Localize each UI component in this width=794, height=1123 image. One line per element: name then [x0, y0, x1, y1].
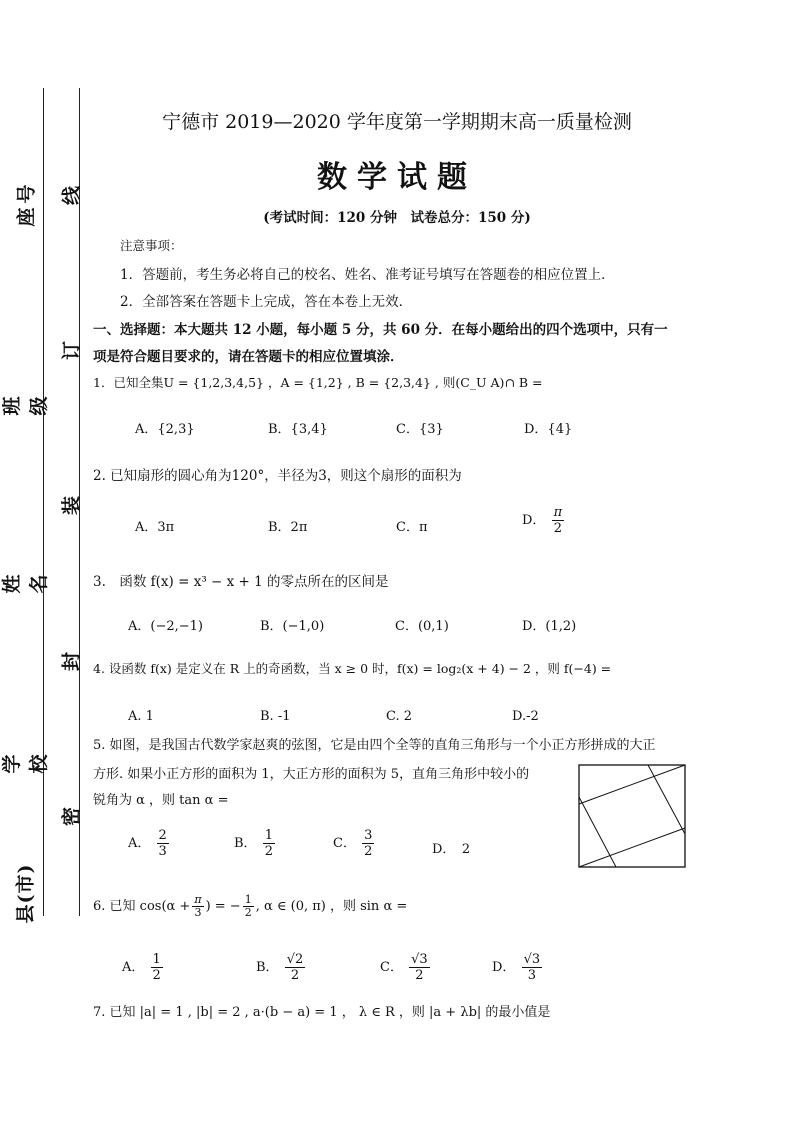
q3-option-a: A．(−2,−1) — [128, 619, 203, 634]
zhao-shuang-chord-diagram — [578, 764, 688, 869]
option-label: B． — [256, 960, 279, 975]
q4-option-a: A. 1 — [128, 709, 154, 724]
fraction-numerator: √3 — [411, 952, 428, 967]
q5-line3: 锐角为 α ，则 tan α = — [93, 793, 229, 808]
q6-stem-post: , α ∈ (0, π) ，则 sin α = — [255, 899, 408, 914]
q5-option-c — [333, 828, 376, 859]
q4-option-c: C. 2 — [386, 709, 413, 724]
fraction-denominator: 2 — [290, 968, 300, 983]
field-name: 姓名 — [1, 560, 50, 594]
field-class: 班级 — [1, 382, 50, 416]
fraction-denominator: 2 — [553, 521, 562, 536]
q5-option-d: D． 2 — [432, 842, 471, 857]
binding-char-mi: 密 — [60, 807, 83, 827]
fraction-numerator: π — [194, 893, 202, 906]
section1-line1: 一、选择题：本大题共 12 小题，每小题 5 分，共 60 分．在每小题给出的四个选项中，只有一 — [93, 322, 668, 338]
notes-title: 注意事项： — [120, 238, 183, 253]
q5-frac-b — [263, 828, 275, 859]
q5-frac-c — [362, 828, 374, 859]
q5-line2: 方形. 如果小正方形的面积为 1，大正方形的面积为 5，直角三角形中较小的 — [93, 767, 530, 782]
q1-option-b: B．{3,4} — [268, 422, 328, 437]
fraction-numerator: 1 — [264, 828, 273, 843]
fraction-denominator: 2 — [415, 968, 424, 983]
fraction-denominator: 2 — [244, 906, 252, 919]
q2-option-d — [522, 505, 566, 536]
note-item-2: 2．全部答案在答题卡上完成，答在本卷上无效． — [120, 294, 413, 310]
q5-frac-a — [157, 828, 169, 859]
q5-option-a — [128, 828, 171, 859]
fraction-denominator: 2 — [264, 844, 273, 859]
q1-option-c: C．{3} — [396, 422, 444, 437]
q2-option-a: A．3π — [135, 520, 175, 535]
option-label: A． — [128, 836, 151, 851]
q6-option-b — [256, 952, 307, 983]
field-school: 学校 — [1, 740, 50, 774]
q6-frac-d — [522, 952, 543, 983]
q2-option-d-fraction — [552, 505, 565, 536]
q3-stem: 3. 函数 f(x) = x³ − x + 1 的零点所在的区间是 — [93, 574, 389, 590]
fraction-numerator: √2 — [286, 952, 304, 967]
option-label: C． — [333, 836, 356, 851]
q2-option-c: C．π — [396, 520, 428, 535]
q6-option-a — [122, 952, 165, 983]
binding-char-zhuang: 装 — [60, 496, 83, 516]
section1-line2: 项是符合题目要求的，请在答题卡的相应位置填涂． — [93, 349, 404, 365]
field-seat-number: 座号 — [15, 180, 38, 227]
option-label: A． — [122, 960, 145, 975]
q4-option-d: D.-2 — [512, 709, 539, 724]
option-label: D． — [492, 960, 516, 975]
q5-option-b — [234, 828, 277, 859]
q4-stem: 4. 设函数 f(x) 是定义在 R 上的奇函数，当 x ≥ 0 时，f(x) = log₂(x + 4) − 2 ，则 f(−4) = — [93, 661, 612, 676]
q6-frac-c — [409, 952, 430, 983]
q3-option-c: C．(0,1) — [395, 619, 449, 634]
q6-frac-a — [151, 952, 163, 983]
q3-option-d: D．(1,2) — [522, 619, 577, 634]
binding-char-ding: 订 — [60, 341, 83, 361]
exam-name: 宁德市 2019—2020 学年度第一学期期末高一质量检测 — [162, 111, 632, 133]
fraction-numerator: 1 — [244, 893, 252, 906]
q2-stem: 2. 已知扇形的圆心角为120°，半径为3，则这个扇形的面积为 — [93, 468, 462, 484]
q1-option-d: D．{4} — [524, 422, 573, 437]
fraction-denominator: 3 — [194, 906, 202, 919]
subject-title: 数学试题 — [317, 160, 477, 195]
option-label: C． — [380, 960, 403, 975]
fraction-numerator: 3 — [364, 828, 373, 843]
q2-option-d-label: D． — [522, 513, 546, 528]
q6-option-c — [380, 952, 432, 983]
q1-stem: 1．已知全集U = {1,2,3,4,5} ，A = {1,2} , B = {2,3,4} , 则(C_U A)∩ B = — [93, 375, 543, 390]
fraction-numerator: 1 — [152, 952, 161, 967]
q6-half — [243, 894, 254, 919]
fraction-denominator: 2 — [364, 844, 373, 859]
q6-stem — [93, 894, 407, 919]
fraction-numerator: 2 — [158, 828, 167, 843]
q6-stem-mid: ) = − — [205, 899, 241, 914]
binding-char-xian: 线 — [60, 186, 83, 206]
fraction-numerator: √3 — [523, 952, 541, 967]
fraction-denominator: 3 — [158, 844, 167, 859]
fraction-denominator: 3 — [527, 968, 536, 983]
time-info: (考试时间：120 分钟 试卷总分：150 分) — [263, 210, 531, 226]
note-item-1: 1．答题前，考生务必将自己的校名、姓名、准考证号填写在答题卷的相应位置上． — [120, 267, 615, 283]
q7-stem: 7. 已知 |a| = 1 , |b| = 2 , a·(b − a) = 1 ， λ ∈ R ，则 |a + λb| 的最小值是 — [93, 1005, 551, 1020]
binding-char-feng: 封 — [60, 652, 83, 672]
q6-stem-pre: 6. 已知 cos(α + — [93, 899, 191, 914]
field-county: 县(市) — [14, 863, 37, 924]
q5-line1: 5. 如图，是我国古代数学家赵爽的弦图，它是由四个全等的直角三角形与一个小正方形拼成的大正 — [93, 738, 656, 753]
fraction-numerator: π — [553, 505, 563, 520]
fraction-denominator: 2 — [152, 968, 161, 983]
q4-option-b: B. -1 — [260, 709, 291, 724]
option-label: B． — [234, 836, 257, 851]
q6-pi-third — [192, 894, 203, 919]
q6-frac-b — [285, 952, 306, 983]
q3-option-b: B．(−1,0) — [260, 619, 325, 634]
q6-option-d — [492, 952, 544, 983]
q2-option-b: B．2π — [268, 520, 308, 535]
q1-option-a: A．{2,3} — [135, 422, 195, 437]
